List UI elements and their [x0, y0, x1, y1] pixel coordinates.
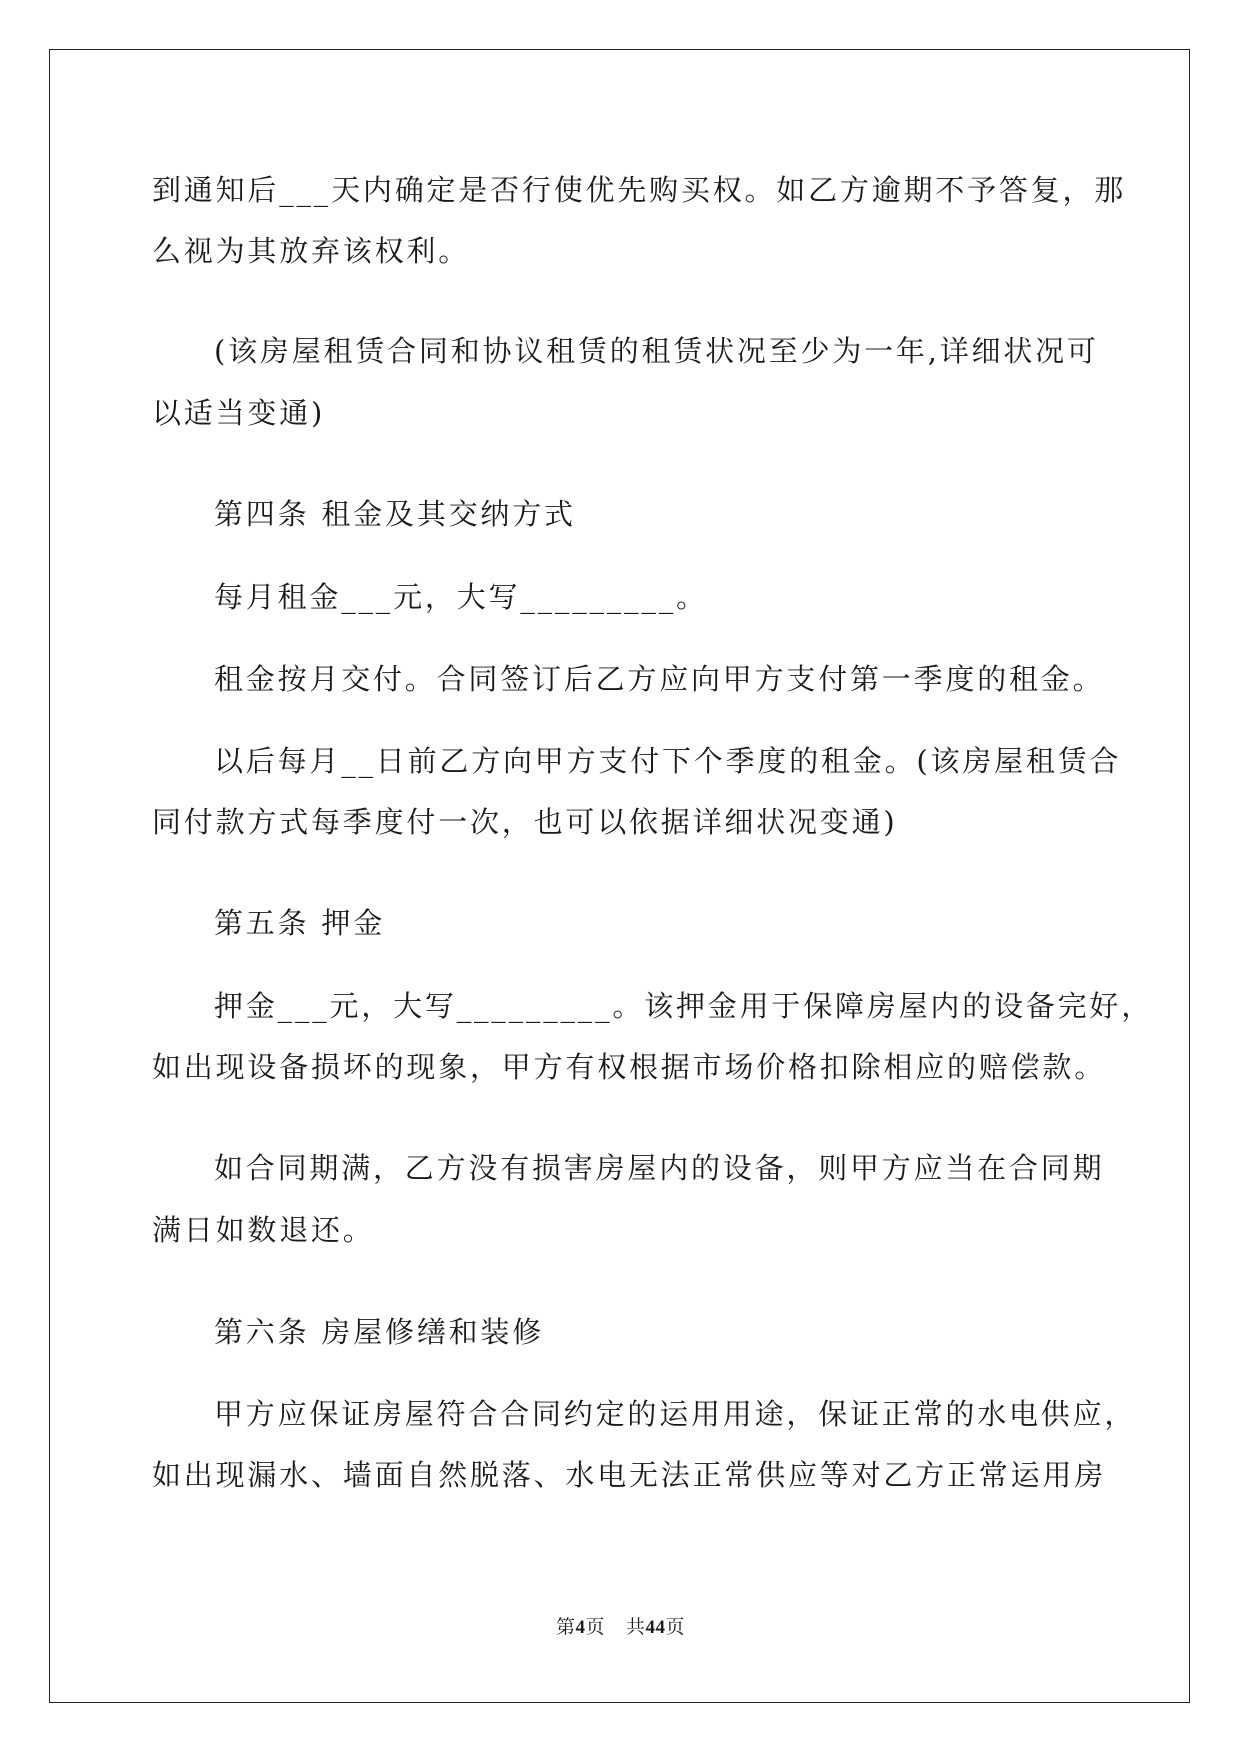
text-line: 以后每月__日前乙方向甲方支付下个季度的租金。(该房屋租赁合	[214, 744, 1122, 778]
text-line: 满日如数退还。	[152, 1213, 375, 1247]
footer-total-pages: 44	[645, 1617, 666, 1638]
text-line: 如合同期满，乙方没有损害房屋内的设备，则甲方应当在合同期	[214, 1151, 1105, 1185]
section-heading: 第五条 押金	[214, 906, 386, 940]
text-line: 租金按月交付。合同签订后乙方应向甲方支付第一季度的租金。	[214, 662, 1105, 696]
section-heading: 第四条 租金及其交纳方式	[214, 497, 576, 531]
text-line: 到通知后___天内确定是否行使优先购买权。如乙方逾期不予答复，那	[152, 173, 1127, 207]
footer-page-prefix: 第	[555, 1617, 576, 1638]
text-line: 如出现设备损坏的现象，甲方有权根据市场价格扣除相应的赔偿款。	[152, 1050, 1107, 1084]
footer-page-suffix: 页	[665, 1617, 686, 1638]
text-line: 如出现漏水、墙面自然脱落、水电无法正常供应等对乙方正常运用房	[152, 1458, 1107, 1492]
text-line: 么视为其放弃该权利。	[152, 234, 471, 268]
text-line: 每月租金___元，大写_________。	[214, 580, 708, 614]
section-heading: 第六条 房屋修缮和装修	[214, 1315, 545, 1349]
text-line: 以适当变通)	[152, 396, 326, 430]
text-line: (该房屋租赁合同和协议租赁的租赁状况至少为一年,详细状况可	[214, 334, 1099, 368]
text-line: 押金___元，大写_________。该押金用于保障房屋内的设备完好，	[214, 989, 1154, 1023]
page-footer	[0, 1612, 1241, 1639]
text-line: 同付款方式每季度付一次，也可以依据详细状况变通)	[152, 805, 898, 839]
footer-page-mid: 页 共	[585, 1617, 646, 1638]
footer-page-number: 4	[575, 1617, 586, 1638]
text-line: 甲方应保证房屋符合合同约定的运用用途，保证正常的水电供应，	[214, 1397, 1137, 1431]
